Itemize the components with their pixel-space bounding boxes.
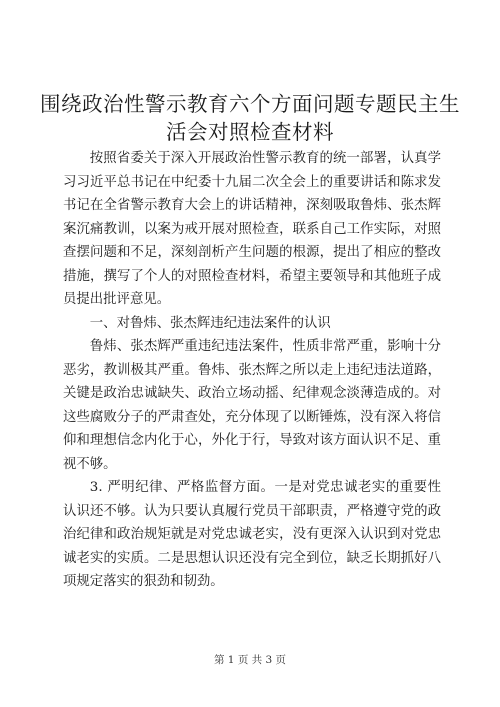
paragraph-intro: 按照省委关于深入开展政治性警示教育的统一部署，认真学习习近平总书记在中纪委十九届二次全会上的重要讲话和陈求发书记在全省警示教育大会上的讲话精神，深刻吸取鲁炜、张杰辉案沉痛教训，以案为戒开展对照检查，联系自己工作实际，对照查摆问题和不足，深刻剖析产生问题的根源，提出了相应的整改措施，撰写了个人的对照检查材料，希望主要领导和其他班子成员提出批评意见。	[63, 151, 441, 307]
paragraph-case-understanding: 鲁炜、张杰辉严重违纪违法案件，性质非常严重，影响十分恶劣，教训极其严重。鲁炜、张杰辉之所以走上违纪违法道路，关键是政治忠诚缺失、政治立场动摇、纪律观念淡薄造成的。对这些腐败分子的严肃查处，充分体现了以断锤炼，没有深入将信仰和理想信念内化于心，外化于行，导致对该方面认识不足、重视不够。	[63, 339, 441, 472]
document-body	[63, 147, 441, 594]
paragraph-discipline: 3. 严明纪律、严格监督方面。一是对党忠诚老实的重要性认识还不够。认为只要认真履行党员干部职责，严格遵守党的政治纪律和政治规矩就是对党忠诚老实，没有更深入认识到对党忠诚老实的实质。二是思想认识还没有完全到位，缺乏长期抓好八项规定落实的狠劲和韧劲。	[63, 480, 441, 589]
document-title: 围绕政治性警示教育六个方面问题专题民主生活会对照检查材料	[40, 92, 460, 144]
page-footer: 第 1 页 共 3 页	[213, 654, 287, 666]
section-heading: 一、对鲁炜、张杰辉违纪违法案件的认识	[89, 315, 331, 331]
